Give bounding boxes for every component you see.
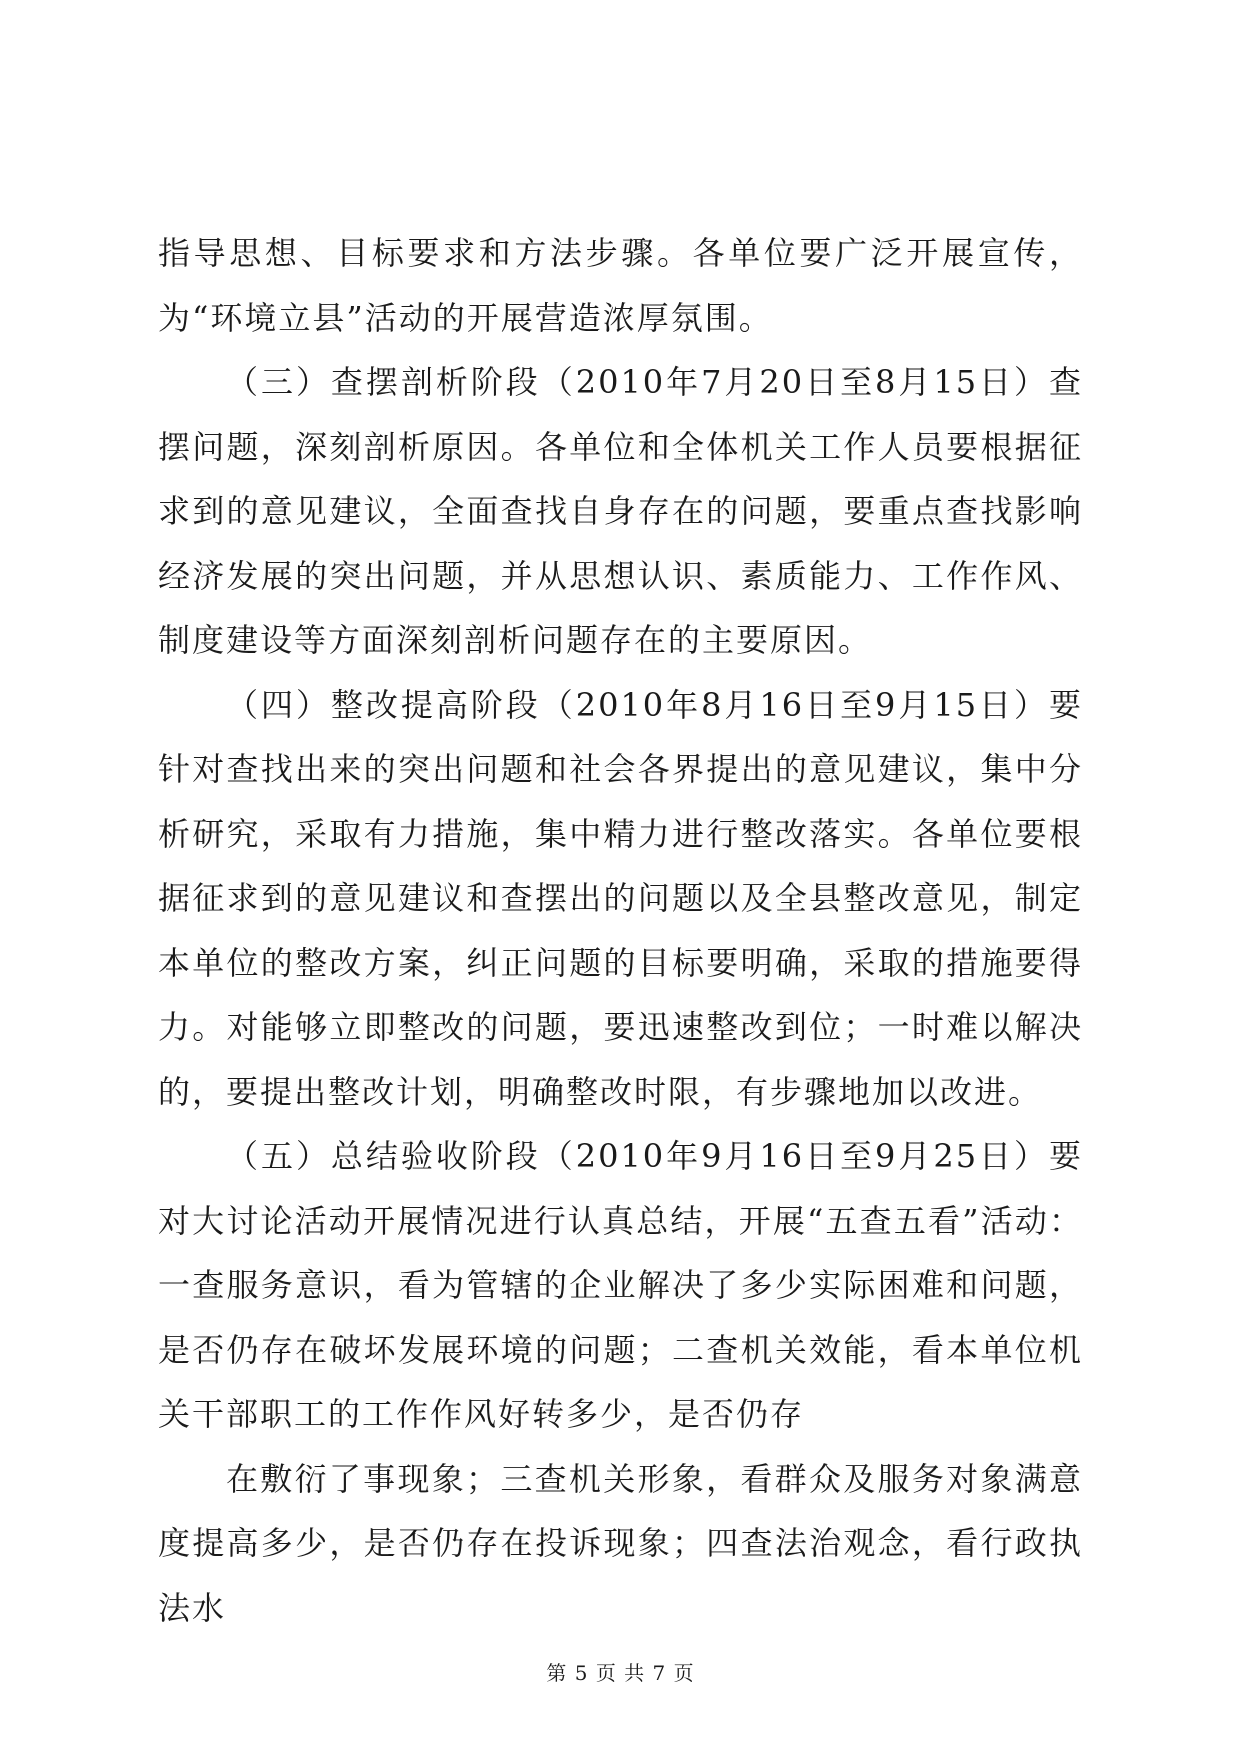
paragraph-stage-four: （四）整改提高阶段（2010年8月16日至9月15日）要针对查找出来的突出问题和社会各界提出的意见建议，集中分析研究，采取有力措施，集中精力进行整改落实。各单位要根据征求到的意见建议和查摆出的问题以及全县整改意见，制定本单位的整改方案，纠正问题的目标要明确，采取的措施要得力。对能够立即整改的问题，要迅速整改到位；一时难以解决的，要提出整改计划，明确整改时限，有步骤地加以改进。 xyxy=(158,685,1083,1111)
paragraph-continued: 在敷衍了事现象；三查机关形象，看群众及服务对象满意度提高多少，是否仍存在投诉现象；四查法治观念，看行政执法水 xyxy=(158,1459,1083,1627)
page-number-footer: 第 5 页 共 7 页 xyxy=(546,1661,695,1685)
paragraph-continuation: 指导思想、目标要求和方法步骤。各单位要广泛开展宣传，为“环境立县”活动的开展营造浓厚氛围。 xyxy=(158,234,1083,337)
paragraph-stage-five: （五）总结验收阶段（2010年9月16日至9月25日）要对大讨论活动开展情况进行认真总结，开展“五查五看”活动：一查服务意识，看为管辖的企业解决了多少实际困难和问题，是否仍存在破坏发展环境的问题；二查机关效能，看本单位机关干部职工的工作作风好转多少，是否仍存 xyxy=(158,1137,1083,1433)
paragraph-stage-three: （三）查摆剖析阶段（2010年7月20日至8月15日）查摆问题，深刻剖析原因。各单位和全体机关工作人员要根据征求到的意见建议，全面查找自身存在的问题，要重点查找影响经济发展的突出问题，并从思想认识、素质能力、工作作风、制度建设等方面深刻剖析问题存在的主要原因。 xyxy=(158,363,1083,659)
document-body xyxy=(158,221,1083,1640)
